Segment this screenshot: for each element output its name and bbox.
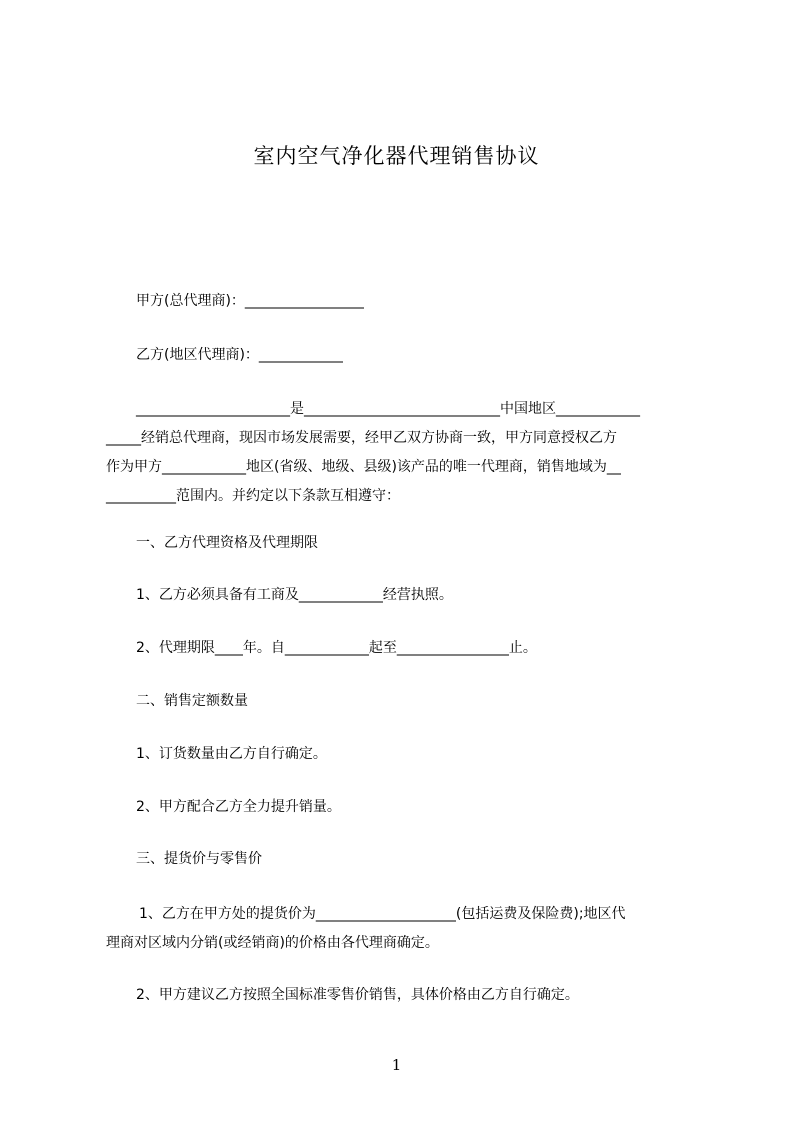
section-2-item-1: 1、订货数量由乙方自行确定。 bbox=[136, 746, 327, 762]
section-3-item-1 bbox=[106, 900, 702, 958]
section-2-heading: 二、销售定额数量 bbox=[136, 693, 248, 709]
section-3-heading: 三、提货价与零售价 bbox=[136, 851, 262, 867]
intro-line-3: 作为甲方____________地区(省级、地级、县级)该产品的唯一代理商，销售地域为__ bbox=[106, 459, 621, 475]
party-a-line: 甲方(总代理商)：_________________ bbox=[136, 293, 364, 309]
section-1-item-1: 1、乙方必须具备有工商及____________经营执照。 bbox=[136, 587, 453, 603]
section-1-item-2: 2、代理期限____年。自____________起至________________止。 bbox=[136, 640, 537, 656]
intro-paragraph bbox=[106, 395, 702, 511]
document-title: 室内空气净化器代理销售协议 bbox=[253, 144, 540, 168]
section-2-item-2: 2、甲方配合乙方全力提升销量。 bbox=[136, 799, 341, 815]
intro-line-1: ______________________是____________________________中国地区____________ bbox=[136, 401, 640, 417]
section-3-item-1-line-2: 理商对区域内分销(或经销商)的价格由各代理商确定。 bbox=[106, 935, 439, 951]
intro-line-2: _____经销总代理商，现因市场发展需要，经甲乙双方协商一致，甲方同意授权乙方 bbox=[106, 430, 617, 446]
section-3-item-1-line-1: 1、乙方在甲方处的提货价为____________________(包括运费及保险费);地区代 bbox=[139, 906, 626, 922]
section-1-heading: 一、乙方代理资格及代理期限 bbox=[136, 535, 318, 551]
page-number: 1 bbox=[391, 1056, 402, 1074]
intro-line-4: __________范围内。并约定以下条款互相遵守： bbox=[106, 488, 400, 504]
section-3-item-2: 2、甲方建议乙方按照全国标准零售价销售，具体价格由乙方自行确定。 bbox=[136, 987, 579, 1003]
party-b-line: 乙方(地区代理商)：____________ bbox=[136, 347, 343, 363]
